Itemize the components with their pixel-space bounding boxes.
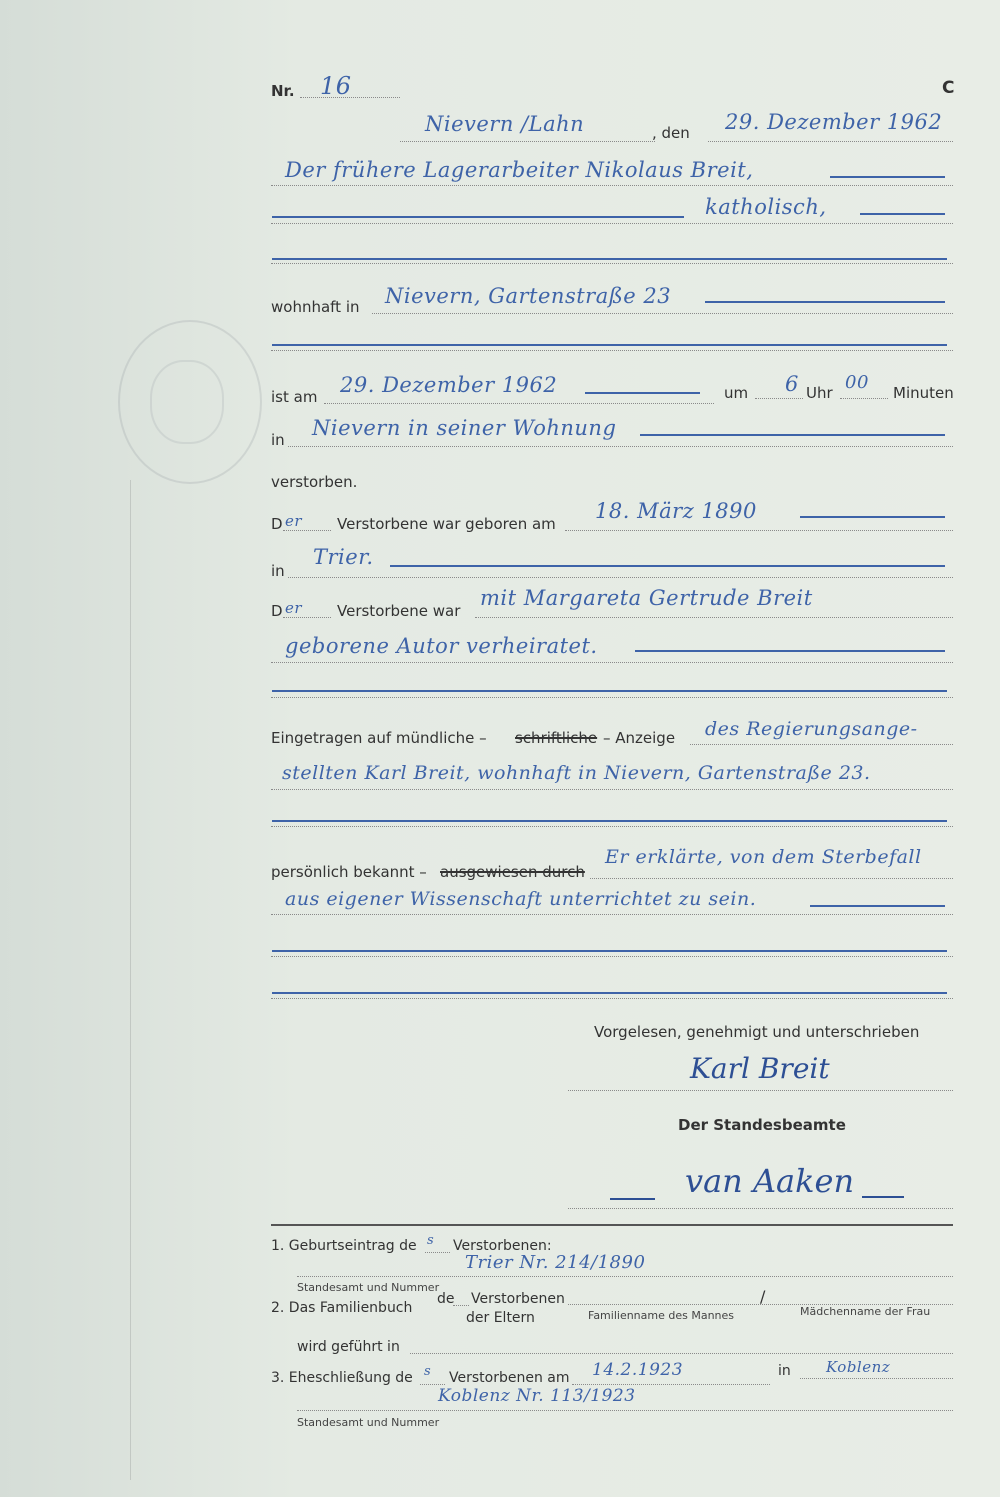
footer-item-1-label: 1. Geburtseintrag de: [271, 1238, 417, 1254]
marriage-label: Verstorbene war: [337, 602, 461, 620]
birth-place-dotted-line: [288, 577, 953, 578]
footer-item-3-dotted-line: [297, 1410, 953, 1411]
filler-dash: [272, 820, 947, 822]
filler-dash: [272, 992, 947, 994]
identity-line-2: [271, 914, 953, 915]
identity-line-1: Er erklärte, von dem Sterbefall: [605, 846, 922, 868]
footer-item-3-suffix: s: [424, 1364, 432, 1379]
deceased-name: Der frühere Lagerarbeiter Nikolaus Breit,: [285, 158, 754, 182]
nr-label: Nr.: [271, 82, 295, 100]
birth-prefix: D: [271, 515, 283, 533]
footer-item-3-label-end: Verstorbenen am: [449, 1370, 570, 1386]
registrar-signature: van Aaken: [685, 1162, 855, 1200]
marriage-dotted-line: [475, 617, 953, 618]
registration-label: Eingetragen auf mündliche –: [271, 729, 487, 747]
marriage-place: Koblenz: [826, 1358, 891, 1376]
marriage-place-dotted-line: [800, 1378, 953, 1379]
filler-dash: [272, 258, 947, 260]
death-place: Nievern in seiner Wohnung: [312, 416, 617, 440]
spouse-name: mit Margareta Gertrude Breit: [480, 586, 813, 610]
wife-maiden-name-caption: Mädchenname der Frau: [800, 1305, 931, 1318]
birth-prefix-hand: er: [285, 512, 303, 530]
informant-signature: Karl Breit: [690, 1052, 830, 1085]
footer-item-1-label-end: Verstorbenen:: [453, 1238, 552, 1254]
identity-line-3: [271, 956, 953, 957]
informant-line-3: [271, 826, 953, 827]
filler-dash: [810, 905, 945, 907]
informant-signature-line: [568, 1090, 953, 1091]
informant-line-1: des Regierungsange-: [705, 718, 918, 740]
filler-dash: [390, 565, 945, 567]
signature-dash: [862, 1196, 904, 1198]
registration-label-end: – Anzeige: [603, 729, 676, 747]
identity-label: persönlich bekannt –: [271, 863, 427, 881]
birth-date-dotted-line: [565, 530, 953, 531]
footer-rule: [271, 1224, 953, 1226]
marriage-line-3: [271, 697, 953, 698]
filler-dash: [585, 392, 700, 394]
signature-dash: [610, 1198, 655, 1200]
birth-label: Verstorbene war geboren am: [337, 515, 556, 533]
read-approved-label: Vorgelesen, genehmigt und unterschrieben: [594, 1023, 920, 1041]
residence-value: Nievern, Gartenstraße 23: [385, 284, 672, 308]
filler-dash: [272, 344, 947, 346]
footer-item-2-location-line: [410, 1353, 953, 1354]
marriage-prefix-dotted-line: [283, 617, 331, 618]
hour-dotted-line: [755, 398, 803, 399]
uhr-label: Uhr: [806, 384, 833, 402]
minuten-label: Minuten: [893, 384, 954, 402]
informant-line-2-text: stellten Karl Breit, wohnhaft in Nievern, Gartenstraße 23.: [282, 762, 871, 784]
record-number: 16: [320, 72, 352, 100]
registrar-title: Der Standesbeamte: [678, 1116, 846, 1134]
person-line-1: [271, 185, 953, 186]
verstorben-label: verstorben.: [271, 473, 358, 491]
filler-dash: [800, 516, 945, 518]
birth-register-entry: Trier Nr. 214/1890: [465, 1252, 646, 1273]
marriage-date: 14.2.1923: [592, 1360, 684, 1380]
person-line-2: [271, 223, 953, 224]
registration-struck-option: schriftliche: [515, 729, 598, 747]
filler-dash: [640, 434, 945, 436]
footer-item-2-label: 2. Das Familienbuch: [271, 1300, 413, 1316]
filler-dash: [272, 216, 684, 218]
birth-in-label: in: [271, 562, 285, 580]
residence-dotted-line: [372, 313, 953, 314]
place-dotted-line: [400, 141, 655, 142]
informant-dotted-line: [690, 744, 953, 745]
footer-item-1-suffix-line: [425, 1252, 450, 1253]
footer-item-2-de: de: [437, 1291, 455, 1307]
footer-item-1-dotted-line: [297, 1276, 953, 1277]
identity-struck-option: ausgewiesen durch: [440, 863, 585, 881]
death-date-dotted-line: [324, 403, 714, 404]
footer-item-2-wird: wird geführt in: [297, 1339, 400, 1355]
footer-item-2-slash: /: [760, 1287, 766, 1306]
footer-item-1-caption: Standesamt und Nummer: [297, 1281, 440, 1294]
um-label: um: [724, 384, 749, 402]
identity-line-2-text: aus eigener Wissenschaft unterrichtet zu sein.: [285, 888, 757, 910]
death-date: 29. Dezember 1962: [340, 373, 558, 397]
marriage-prefix: D: [271, 602, 283, 620]
den-label: , den: [652, 124, 690, 142]
footer-item-3-suffix-line: [420, 1384, 445, 1385]
registrar-signature-line: [568, 1208, 953, 1209]
minutes-dotted-line: [840, 398, 888, 399]
identity-dotted-line: [590, 878, 953, 879]
marriage-register-entry: Koblenz Nr. 113/1923: [438, 1386, 636, 1406]
residence-label: wohnhaft in: [271, 298, 360, 316]
filler-dash: [272, 950, 947, 952]
footer-item-2-eltern: der Eltern: [466, 1310, 535, 1326]
footer-item-3-caption: Standesamt und Nummer: [297, 1416, 440, 1429]
religion: katholisch,: [705, 195, 827, 219]
identity-line-4: [271, 998, 953, 999]
birth-date: 18. März 1890: [595, 499, 757, 523]
footer-item-3-label: 3. Eheschließung de: [271, 1370, 413, 1386]
marriage-prefix-hand: er: [285, 599, 303, 617]
bleed-through-seal-inner: [150, 360, 224, 444]
husband-name-caption: Familienname des Mannes: [588, 1309, 735, 1322]
marriage-date-dotted-line: [572, 1384, 770, 1385]
spouse-birth-name: geborene Autor verheiratet.: [285, 634, 598, 658]
birth-place: Trier.: [313, 545, 374, 569]
residence-line-2: [271, 350, 953, 351]
person-line-3: [271, 263, 953, 264]
footer-item-1-suffix: s: [427, 1233, 435, 1248]
footer-item-2-verstorbenen: Verstorbenen: [471, 1291, 565, 1307]
ist-am-label: ist am: [271, 388, 318, 406]
filler-dash: [705, 301, 945, 303]
death-hour: 6: [785, 372, 799, 396]
footer-item-2-de-line: [453, 1305, 469, 1306]
filler-dash: [272, 690, 947, 692]
death-place-dotted-line: [288, 446, 953, 447]
filler-dash: [830, 176, 945, 178]
form-letter: C: [942, 78, 955, 98]
footer-item-3-in: in: [778, 1363, 791, 1379]
registration-place: Nievern /Lahn: [425, 112, 585, 136]
filler-dash: [635, 650, 945, 652]
death-minutes: 00: [845, 372, 869, 393]
death-in-label: in: [271, 431, 285, 449]
filler-dash: [860, 213, 945, 215]
informant-line-2: [271, 789, 953, 790]
marriage-line-2: [271, 662, 953, 663]
birth-prefix-dotted-line: [283, 530, 331, 531]
date-dotted-line: [708, 141, 953, 142]
page-fold-line: [130, 480, 131, 1480]
registration-date: 29. Dezember 1962: [725, 110, 943, 134]
